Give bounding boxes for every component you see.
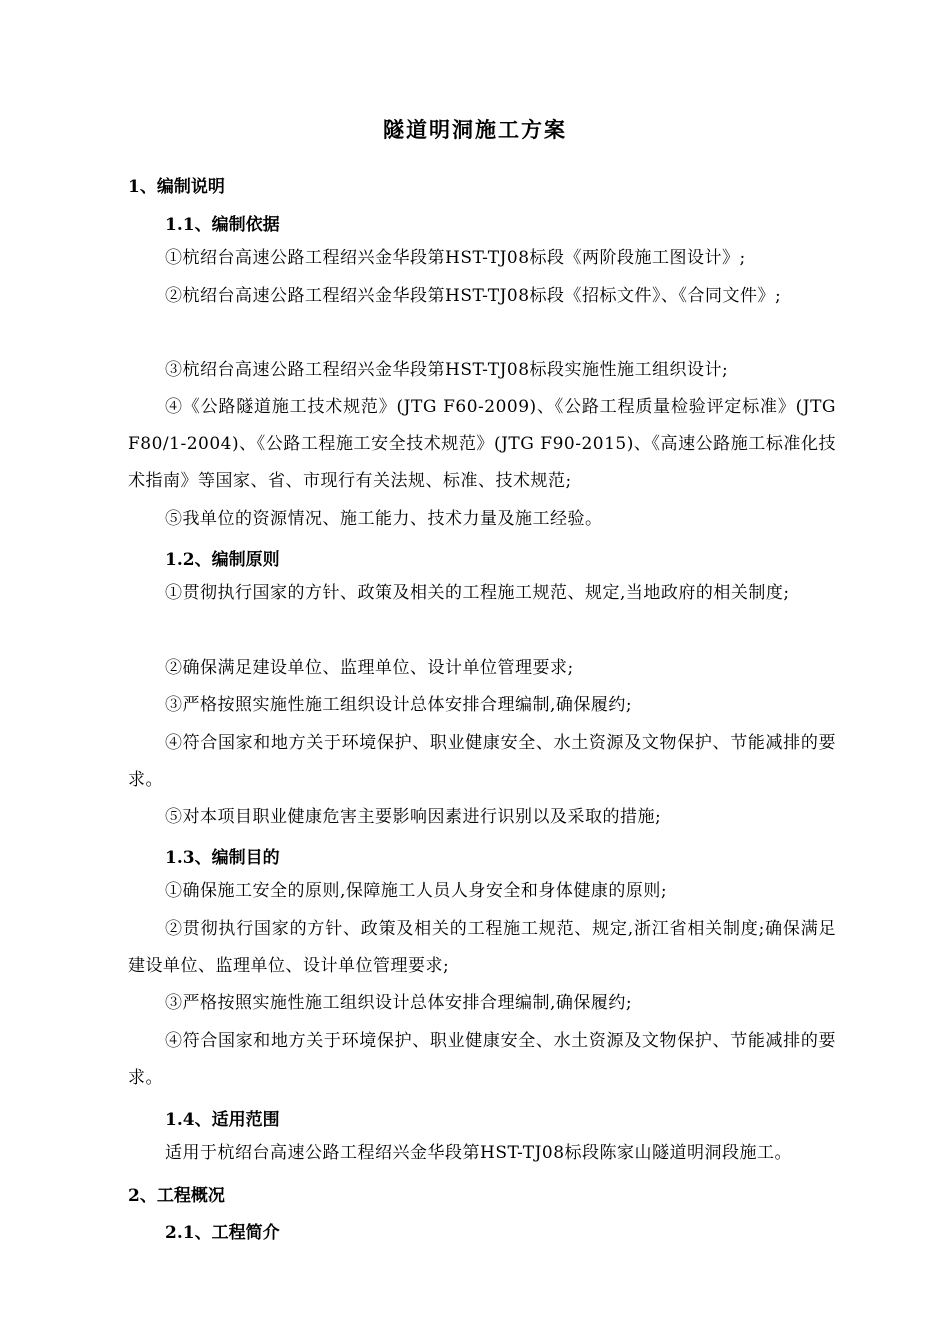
paragraph: ④《公路隧道施工技术规范》(JTG F60-2009)、《公路工程质量检验评定标准》(JTG F80/1-2004)、《公路工程施工安全技术规范》(JTG F90-2015)、《高速公路施工标准化技术指南》等国家、省、市现行有关法规、标准、技术规范; xyxy=(128,397,836,491)
paragraph: ③严格按照实施性施工组织设计总体安排合理编制,确保履约; xyxy=(165,993,633,1013)
paragraph: ⑤对本项目职业健康危害主要影响因素进行识别以及采取的措施; xyxy=(165,807,662,827)
paragraph: ③杭绍台高速公路工程绍兴金华段第HST-TJ08标段实施性施工组织设计; xyxy=(165,360,729,380)
section-heading: 1、编制说明 xyxy=(128,177,225,197)
subsection-heading: 1.2、编制原则 xyxy=(165,550,280,570)
paragraph: ③严格按照实施性施工组织设计总体安排合理编制,确保履约; xyxy=(165,695,633,715)
subsection-heading: 1.1、编制依据 xyxy=(165,215,280,235)
subsection-heading: 2.1、工程简介 xyxy=(165,1223,280,1243)
paragraph: ①确保施工安全的原则,保障施工人员人身安全和身体健康的原则; xyxy=(165,881,668,901)
paragraph: ⑤我单位的资源情况、施工能力、技术力量及施工经验。 xyxy=(165,509,603,529)
paragraph: ①贯彻执行国家的方针、政策及相关的工程施工规范、规定,当地政府的相关制度; xyxy=(165,583,790,603)
paragraph: ④符合国家和地方关于环境保护、职业健康安全、水土资源及文物保护、节能减排的要求。 xyxy=(128,1031,836,1088)
subsection-heading: 1.3、编制目的 xyxy=(165,848,280,868)
paragraph: ④符合国家和地方关于环境保护、职业健康安全、水土资源及文物保护、节能减排的要求。 xyxy=(128,733,836,790)
page-title: 隧道明洞施工方案 xyxy=(383,117,567,142)
paragraph: 适用于杭绍台高速公路工程绍兴金华段第HST-TJ08标段陈家山隧道明洞段施工。 xyxy=(165,1143,793,1163)
paragraph: ①杭绍台高速公路工程绍兴金华段第HST-TJ08标段《两阶段施工图设计》; xyxy=(165,248,746,268)
subsection-heading: 1.4、适用范围 xyxy=(165,1110,280,1130)
paragraph: ②杭绍台高速公路工程绍兴金华段第HST-TJ08标段《招标文件》、《合同文件》; xyxy=(165,286,782,306)
section-heading: 2、工程概况 xyxy=(128,1186,225,1206)
paragraph: ②贯彻执行国家的方针、政策及相关的工程施工规范、规定,浙江省相关制度;确保满足建设单位、监理单位、设计单位管理要求; xyxy=(128,919,836,976)
paragraph: ②确保满足建设单位、监理单位、设计单位管理要求; xyxy=(165,658,574,678)
